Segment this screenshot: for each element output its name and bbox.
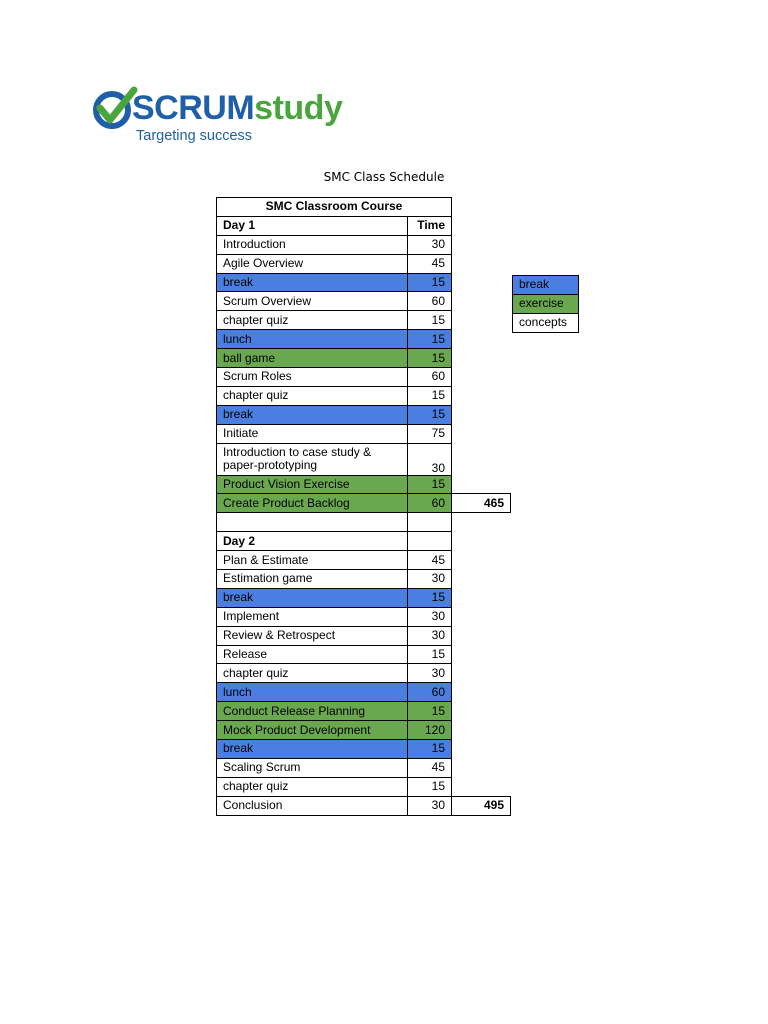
table-blank-cell — [452, 588, 511, 607]
table-row — [217, 494, 511, 513]
empty-cell — [408, 532, 452, 551]
table-blank-cell — [452, 254, 511, 273]
activity-cell: Initiate — [217, 424, 408, 443]
table-row — [217, 273, 511, 292]
time-cell: 60 — [408, 292, 452, 311]
activity-cell: chapter quiz — [217, 664, 408, 683]
table-blank-cell — [452, 702, 511, 721]
table-row — [217, 683, 511, 702]
time-cell: 15 — [408, 330, 452, 349]
activity-cell: Product Vision Exercise — [217, 475, 408, 494]
table-row — [217, 405, 511, 424]
table-row — [217, 588, 511, 607]
day2-label: Day 2 — [217, 532, 408, 551]
activity-cell: chapter quiz — [217, 311, 408, 330]
table-blank-cell — [452, 551, 511, 570]
table-blank-cell — [452, 475, 511, 494]
legend-concepts: concepts — [513, 313, 579, 332]
table-title: SMC Classroom Course — [217, 198, 452, 217]
day1-header-row — [217, 216, 511, 235]
table-row — [217, 235, 511, 254]
table-blank-cell — [452, 405, 511, 424]
activity-cell: break — [217, 405, 408, 424]
activity-cell: Conclusion — [217, 796, 408, 815]
document-title — [0, 170, 768, 184]
table-row — [217, 664, 511, 683]
time-cell: 60 — [408, 494, 452, 513]
empty-cell — [408, 513, 452, 532]
activity-cell: Introduction — [217, 235, 408, 254]
activity-cell: Plan & Estimate — [217, 551, 408, 570]
table-row — [217, 777, 511, 796]
table-blank-cell — [452, 330, 511, 349]
time-cell: 15 — [408, 405, 452, 424]
time-cell: 75 — [408, 424, 452, 443]
time-cell: 30 — [408, 796, 452, 815]
time-cell: 15 — [408, 475, 452, 494]
table-blank-cell — [452, 349, 511, 368]
table-row — [217, 570, 511, 589]
table-blank-cell — [452, 235, 511, 254]
activity-cell: Create Product Backlog — [217, 494, 408, 513]
activity-cell: Agile Overview — [217, 254, 408, 273]
table-blank-cell — [452, 513, 511, 532]
table-blank-cell — [452, 777, 511, 796]
activity-cell: Conduct Release Planning — [217, 702, 408, 721]
table-row — [217, 475, 511, 494]
time-cell: 15 — [408, 311, 452, 330]
table-blank-cell — [452, 683, 511, 702]
schedule-table — [216, 197, 511, 816]
time-cell: 15 — [408, 702, 452, 721]
table-row — [217, 626, 511, 645]
activity-cell: Scrum Roles — [217, 368, 408, 387]
activity-cell: ball game — [217, 349, 408, 368]
spacer-row — [217, 513, 511, 532]
time-cell: 60 — [408, 368, 452, 387]
time-header: Time — [408, 216, 452, 235]
table-row — [217, 386, 511, 405]
activity-cell: Implement — [217, 607, 408, 626]
empty-cell — [217, 513, 408, 532]
table-blank-cell — [452, 311, 511, 330]
table-row — [217, 349, 511, 368]
table-blank-cell — [452, 216, 511, 235]
table-blank-cell — [452, 626, 511, 645]
scrumstudy-logo — [92, 86, 362, 150]
table-blank-cell — [452, 273, 511, 292]
table-blank-cell — [452, 198, 511, 217]
activity-cell: Estimation game — [217, 570, 408, 589]
table-blank-cell — [452, 664, 511, 683]
table-blank-cell — [452, 532, 511, 551]
brand-tagline: Targeting success — [136, 128, 253, 144]
legend-break: break — [513, 276, 579, 295]
table-row — [217, 702, 511, 721]
table-blank-cell — [452, 740, 511, 759]
time-cell: 30 — [408, 626, 452, 645]
table-row — [217, 796, 511, 815]
activity-cell: chapter quiz — [217, 777, 408, 796]
activity-cell: break — [217, 740, 408, 759]
brand-name-study: study — [254, 89, 343, 127]
day-total-cell: 495 — [452, 796, 511, 815]
brand-name — [132, 88, 342, 128]
day-total-cell: 465 — [452, 494, 511, 513]
table-row — [217, 368, 511, 387]
activity-cell: break — [217, 273, 408, 292]
table-blank-cell — [452, 443, 511, 475]
table-row — [217, 758, 511, 777]
time-cell: 120 — [408, 721, 452, 740]
time-cell: 30 — [408, 607, 452, 626]
time-cell: 60 — [408, 683, 452, 702]
table-row — [217, 551, 511, 570]
time-cell: 30 — [408, 235, 452, 254]
time-cell: 15 — [408, 386, 452, 405]
table-blank-cell — [452, 607, 511, 626]
activity-cell: Scaling Scrum — [217, 758, 408, 777]
table-row — [217, 254, 511, 273]
time-cell: 30 — [408, 443, 452, 475]
table-blank-cell — [452, 386, 511, 405]
table-blank-cell — [452, 424, 511, 443]
table-blank-cell — [452, 645, 511, 664]
time-cell: 15 — [408, 740, 452, 759]
day2-header-row — [217, 532, 511, 551]
table-row — [217, 721, 511, 740]
table-row — [217, 311, 511, 330]
activity-cell: Introduction to case study & paper-prototyping — [217, 443, 408, 475]
activity-cell: break — [217, 588, 408, 607]
document-title-text: SMC Class Schedule — [323, 170, 445, 184]
table-row — [217, 645, 511, 664]
table-blank-cell — [452, 570, 511, 589]
activity-cell: Scrum Overview — [217, 292, 408, 311]
table-row — [217, 740, 511, 759]
activity-cell: chapter quiz — [217, 386, 408, 405]
brand-name-scrum: SCRUM — [132, 89, 255, 127]
table-row — [217, 443, 511, 475]
time-cell: 15 — [408, 777, 452, 796]
activity-cell: Release — [217, 645, 408, 664]
time-cell: 15 — [408, 588, 452, 607]
activity-cell: Mock Product Development — [217, 721, 408, 740]
day1-label: Day 1 — [217, 216, 408, 235]
table-blank-cell — [452, 368, 511, 387]
table-blank-cell — [452, 721, 511, 740]
time-cell: 45 — [408, 254, 452, 273]
legend-exercise: exercise — [513, 294, 579, 313]
time-cell: 30 — [408, 570, 452, 589]
table-row — [217, 607, 511, 626]
time-cell: 30 — [408, 664, 452, 683]
activity-cell: lunch — [217, 683, 408, 702]
activity-cell: Review & Retrospect — [217, 626, 408, 645]
table-title-row — [217, 198, 511, 217]
time-cell: 15 — [408, 349, 452, 368]
time-cell: 45 — [408, 551, 452, 570]
legend-table — [512, 275, 579, 333]
table-row — [217, 292, 511, 311]
activity-cell: lunch — [217, 330, 408, 349]
time-cell: 15 — [408, 645, 452, 664]
time-cell: 45 — [408, 758, 452, 777]
table-blank-cell — [452, 758, 511, 777]
table-row — [217, 330, 511, 349]
table-blank-cell — [452, 292, 511, 311]
time-cell: 15 — [408, 273, 452, 292]
table-row — [217, 424, 511, 443]
